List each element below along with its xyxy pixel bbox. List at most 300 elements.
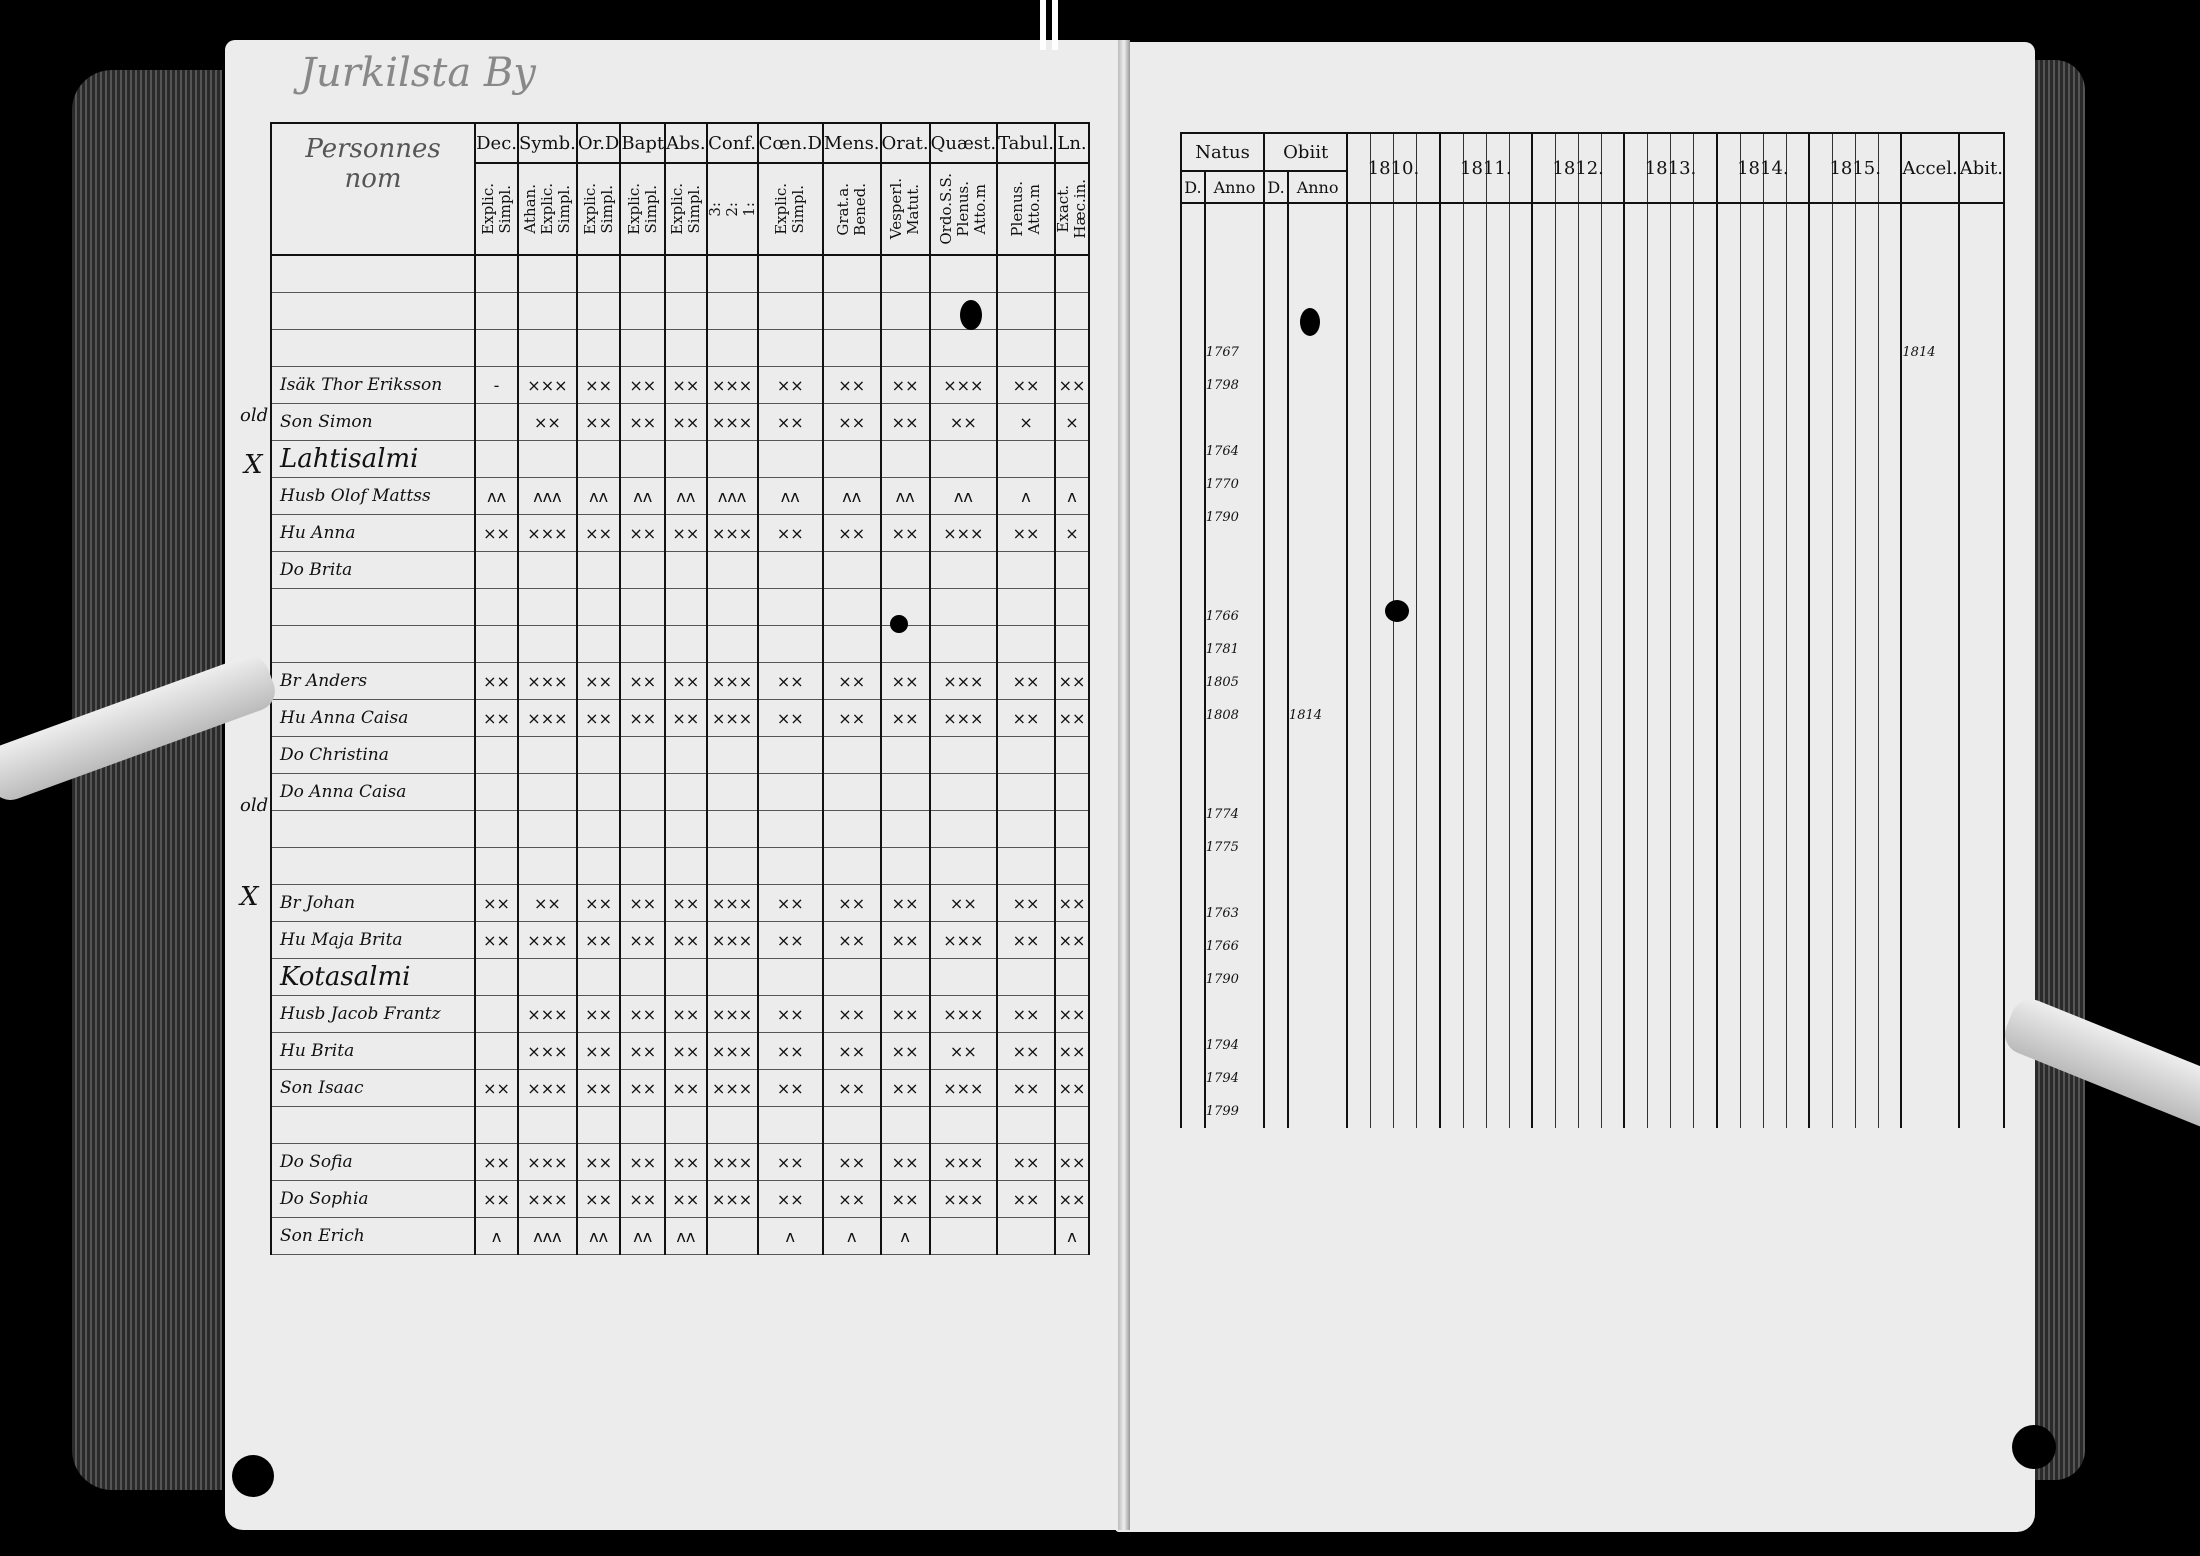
abit-cell: [1959, 765, 2004, 798]
mark-cell: ×××: [707, 1070, 758, 1107]
year-cell: [1532, 237, 1624, 270]
death-day: [1264, 468, 1288, 501]
year-cell: [1440, 798, 1532, 831]
mark-cell: [707, 959, 758, 996]
mark-cell: ×××: [518, 1070, 577, 1107]
year-cell: [1440, 600, 1532, 633]
mark-cell: [620, 1107, 665, 1144]
name-header-label: Personnes nom: [305, 134, 441, 194]
mark-cell: [665, 848, 706, 885]
year-cell: [1624, 501, 1716, 534]
person-name: Do Christina: [271, 737, 475, 774]
death-year: [1288, 864, 1347, 897]
year-cell: [1717, 468, 1809, 501]
death-day: [1264, 1095, 1288, 1128]
column-sublabel: Simpl.: [684, 184, 703, 234]
mark-cell: ××: [823, 515, 881, 552]
mark-cell: ××: [620, 404, 665, 441]
death-day: [1264, 270, 1288, 303]
column-header: Accel.: [1901, 133, 1958, 203]
birth-day: [1181, 501, 1205, 534]
death-day: [1264, 237, 1288, 270]
accel-cell: [1901, 534, 1958, 567]
table-row: [271, 1033, 1089, 1070]
mark-cell: [823, 737, 881, 774]
year-cell: [1717, 831, 1809, 864]
year-cell: [1717, 534, 1809, 567]
mark-cell: ××: [518, 404, 577, 441]
year-cell: [1440, 369, 1532, 402]
year-cell: [1809, 303, 1901, 336]
birth-day: [1181, 1029, 1205, 1062]
year-cell: [1624, 203, 1716, 237]
column-subheader: [930, 163, 997, 255]
column-subheader: [518, 163, 577, 255]
table-row: [271, 1144, 1089, 1181]
mark-cell: ××: [997, 700, 1055, 737]
mark-cell: [930, 552, 997, 589]
death-year: [1288, 765, 1347, 798]
death-year: [1288, 798, 1347, 831]
mark-cell: ××: [823, 1033, 881, 1070]
birth-year: [1205, 303, 1264, 336]
column-title: Quæst.: [930, 132, 997, 154]
column-subheader: D.: [1181, 171, 1205, 203]
mark-cell: [665, 255, 706, 293]
mark-cell: [475, 848, 518, 885]
year-cell: [1532, 699, 1624, 732]
column-sublabel: Simpl.: [495, 184, 514, 234]
table-row: [271, 1070, 1089, 1107]
mark-cell: ×××: [930, 515, 997, 552]
column-sublabel: Simpl.: [554, 184, 573, 234]
person-name: Son Isaac: [271, 1070, 475, 1107]
year-cell: [1440, 435, 1532, 468]
year-cell: [1809, 402, 1901, 435]
table-row: [271, 330, 1089, 367]
mark-cell: ʌ: [475, 1218, 518, 1255]
year-cell: [1624, 369, 1716, 402]
year-cell: [1347, 864, 1439, 897]
mark-cell: ××: [577, 1033, 621, 1070]
year-cell: [1347, 1029, 1439, 1062]
birth-day: [1181, 1062, 1205, 1095]
person-name: Hu Anna Caisa: [271, 700, 475, 737]
mark-cell: [620, 774, 665, 811]
mark-cell: -: [475, 367, 518, 404]
year-cell: [1717, 270, 1809, 303]
mark-cell: [997, 1218, 1055, 1255]
year-cell: [1532, 303, 1624, 336]
mark-cell: ××: [1055, 1181, 1089, 1218]
year-cell: [1717, 600, 1809, 633]
birth-year: [1205, 203, 1264, 237]
mark-cell: ×××: [930, 1144, 997, 1181]
birth-year: 1790: [1205, 501, 1264, 534]
mark-cell: [930, 441, 997, 478]
year-cell: [1624, 567, 1716, 600]
table-row: [271, 367, 1089, 404]
mark-cell: ʌʌ: [881, 478, 930, 515]
column-title: Cœn.D: [758, 132, 822, 154]
death-day: [1264, 864, 1288, 897]
mark-cell: [1055, 811, 1089, 848]
person-name: [271, 589, 475, 626]
mark-cell: ××: [758, 1033, 823, 1070]
mark-cell: [997, 811, 1055, 848]
mark-cell: ʌʌ: [620, 478, 665, 515]
column-header: 1810.: [1347, 133, 1439, 203]
accel-cell: [1901, 1029, 1958, 1062]
year-cell: [1809, 567, 1901, 600]
year-cell: [1440, 864, 1532, 897]
year-cell: [1809, 831, 1901, 864]
abit-cell: [1959, 336, 2004, 369]
person-name: [271, 811, 475, 848]
birth-day: [1181, 864, 1205, 897]
column-sublabel: Simpl.: [597, 184, 616, 234]
table-row: [271, 589, 1089, 626]
year-cell: [1717, 699, 1809, 732]
death-day: [1264, 732, 1288, 765]
year-cell: [1440, 1062, 1532, 1095]
birth-day: [1181, 600, 1205, 633]
mark-cell: ××: [823, 1181, 881, 1218]
birth-year: 1766: [1205, 930, 1264, 963]
mark-cell: ××: [758, 885, 823, 922]
table-row: [1181, 1062, 2004, 1095]
mark-cell: [518, 589, 577, 626]
mark-cell: ʌʌ: [620, 1218, 665, 1255]
mark-cell: ××: [665, 1033, 706, 1070]
year-cell: [1532, 501, 1624, 534]
column-sublabel: Vesperl.: [887, 178, 906, 240]
year-cell: [1717, 633, 1809, 666]
mark-cell: [475, 737, 518, 774]
mark-cell: ××: [997, 885, 1055, 922]
year-cell: [1624, 1095, 1716, 1128]
mark-cell: [518, 626, 577, 663]
year-cell: [1624, 237, 1716, 270]
mark-cell: [475, 959, 518, 996]
table-row: [1181, 930, 2004, 963]
mark-cell: ××: [881, 1144, 930, 1181]
mark-cell: [997, 552, 1055, 589]
year-cell: [1624, 633, 1716, 666]
mark-cell: ××: [997, 996, 1055, 1033]
accel-cell: [1901, 864, 1958, 897]
year-cell: [1440, 303, 1532, 336]
year-cell: [1347, 402, 1439, 435]
mark-cell: [518, 552, 577, 589]
mark-cell: [823, 1107, 881, 1144]
death-day: [1264, 666, 1288, 699]
table-row: [271, 626, 1089, 663]
year-cell: [1717, 336, 1809, 369]
column-sublabel: Simpl.: [641, 184, 660, 234]
abit-cell: [1959, 534, 2004, 567]
year-cell: [1809, 699, 1901, 732]
death-year: [1288, 534, 1347, 567]
year-cell: [1717, 567, 1809, 600]
year-cell: [1624, 864, 1716, 897]
year-cell: [1347, 303, 1439, 336]
mark-cell: [518, 293, 577, 330]
mark-cell: [1055, 293, 1089, 330]
table-row: [1181, 237, 2004, 270]
mark-cell: [665, 552, 706, 589]
mark-cell: [997, 774, 1055, 811]
year-cell: [1809, 270, 1901, 303]
year-cell: [1532, 732, 1624, 765]
year-cell: [1624, 666, 1716, 699]
mark-cell: [620, 848, 665, 885]
year-cell: [1440, 831, 1532, 864]
column-header: [881, 123, 930, 163]
mark-cell: [758, 552, 823, 589]
accel-cell: [1901, 996, 1958, 1029]
mark-cell: ʌʌʌ: [707, 478, 758, 515]
birth-year: [1205, 237, 1264, 270]
mark-cell: ××: [577, 700, 621, 737]
mark-cell: [930, 737, 997, 774]
mark-cell: [475, 255, 518, 293]
mark-cell: [518, 774, 577, 811]
mark-cell: [881, 441, 930, 478]
year-cell: [1440, 930, 1532, 963]
mark-cell: ××: [823, 367, 881, 404]
birth-year: 1764: [1205, 435, 1264, 468]
mark-cell: ʌ: [758, 1218, 823, 1255]
year-cell: [1717, 765, 1809, 798]
column-subheader: [707, 163, 758, 255]
year-cell: [1532, 1095, 1624, 1128]
mark-cell: ×××: [518, 1033, 577, 1070]
margin-note: old: [240, 795, 269, 816]
mark-cell: ××: [475, 700, 518, 737]
abit-cell: [1959, 930, 2004, 963]
mark-cell: [930, 1218, 997, 1255]
mark-cell: ××: [823, 996, 881, 1033]
table-row: [1181, 402, 2004, 435]
abit-cell: [1959, 435, 2004, 468]
abit-cell: [1959, 468, 2004, 501]
year-cell: [1440, 567, 1532, 600]
year-cell: [1809, 501, 1901, 534]
mark-cell: ʌʌ: [475, 478, 518, 515]
death-day: [1264, 798, 1288, 831]
abit-cell: [1959, 1095, 2004, 1128]
mark-cell: ××: [577, 885, 621, 922]
mark-cell: ××: [620, 922, 665, 959]
mark-cell: ××: [823, 700, 881, 737]
mark-cell: ××: [475, 1070, 518, 1107]
mark-cell: [758, 811, 823, 848]
table-row: [271, 996, 1089, 1033]
year-cell: [1440, 534, 1532, 567]
mark-cell: ×××: [518, 1144, 577, 1181]
death-day: [1264, 996, 1288, 1029]
mark-cell: ××: [620, 515, 665, 552]
year-cell: [1809, 996, 1901, 1029]
year-cell: [1347, 501, 1439, 534]
year-cell: [1717, 303, 1809, 336]
mark-cell: ×××: [930, 1070, 997, 1107]
person-name: Br Johan: [271, 885, 475, 922]
year-cell: [1717, 1095, 1809, 1128]
table-row: [1181, 1095, 2004, 1128]
mark-cell: [758, 330, 823, 367]
year-cell: [1347, 468, 1439, 501]
mark-cell: [930, 848, 997, 885]
mark-cell: ××: [997, 515, 1055, 552]
year-cell: [1440, 666, 1532, 699]
year-cell: [1532, 765, 1624, 798]
person-name: [271, 293, 475, 330]
mark-cell: ××: [758, 367, 823, 404]
birth-day: [1181, 237, 1205, 270]
column-header: [518, 123, 577, 163]
accel-cell: [1901, 270, 1958, 303]
year-cell: [1347, 666, 1439, 699]
column-header: [930, 123, 997, 163]
table-row: [271, 922, 1089, 959]
table-row: [271, 959, 1089, 996]
mark-cell: [475, 1033, 518, 1070]
abit-cell: [1959, 1062, 2004, 1095]
year-cell: [1809, 798, 1901, 831]
year-cell: [1532, 203, 1624, 237]
person-name: [271, 626, 475, 663]
birth-day: [1181, 369, 1205, 402]
mark-cell: [997, 330, 1055, 367]
table-row: [271, 1107, 1089, 1144]
mark-cell: [577, 441, 621, 478]
accel-cell: [1901, 237, 1958, 270]
dates-table: [1180, 132, 2005, 1128]
birth-year: 1798: [1205, 369, 1264, 402]
mark-cell: [475, 441, 518, 478]
mark-cell: ʌ: [1055, 478, 1089, 515]
column-title: Dec.: [476, 132, 517, 154]
column-header: [1055, 123, 1089, 163]
abit-cell: [1959, 402, 2004, 435]
mark-cell: [823, 330, 881, 367]
year-cell: [1347, 633, 1439, 666]
mark-cell: [620, 589, 665, 626]
year-cell: [1809, 435, 1901, 468]
year-cell: [1532, 930, 1624, 963]
table-row: [1181, 963, 2004, 996]
mark-cell: [1055, 1107, 1089, 1144]
year-cell: [1532, 666, 1624, 699]
death-day: [1264, 633, 1288, 666]
birth-day: [1181, 1095, 1205, 1128]
mark-cell: ××: [758, 1181, 823, 1218]
person-name: Isäk Thor Eriksson: [271, 367, 475, 404]
mark-cell: ××: [577, 367, 621, 404]
mark-cell: [577, 589, 621, 626]
mark-cell: [823, 255, 881, 293]
mark-cell: [665, 959, 706, 996]
year-cell: [1809, 336, 1901, 369]
mark-cell: [823, 848, 881, 885]
year-cell: [1440, 1029, 1532, 1062]
death-year: [1288, 237, 1347, 270]
death-day: [1264, 600, 1288, 633]
column-header: [475, 123, 518, 163]
column-header: [665, 123, 706, 163]
year-cell: [1717, 435, 1809, 468]
death-day: [1264, 1062, 1288, 1095]
year-cell: [1624, 336, 1716, 369]
mark-cell: ××: [665, 700, 706, 737]
table-row: [1181, 270, 2004, 303]
birth-year: [1205, 534, 1264, 567]
birth-day: [1181, 765, 1205, 798]
year-cell: [1532, 798, 1624, 831]
year-cell: [1624, 1029, 1716, 1062]
year-cell: [1440, 963, 1532, 996]
mark-cell: [758, 626, 823, 663]
year-cell: [1809, 765, 1901, 798]
mark-cell: ××: [665, 367, 706, 404]
mark-cell: ××: [758, 404, 823, 441]
mark-cell: [577, 774, 621, 811]
mark-cell: ×××: [930, 700, 997, 737]
column-subheader: [1055, 163, 1089, 255]
person-name: Hu Maja Brita: [271, 922, 475, 959]
death-year: 1814: [1288, 699, 1347, 732]
mark-cell: ××: [930, 404, 997, 441]
mark-cell: ××: [665, 996, 706, 1033]
birth-day: [1181, 402, 1205, 435]
death-day: [1264, 1029, 1288, 1062]
year-cell: [1624, 897, 1716, 930]
mark-cell: ××: [881, 367, 930, 404]
accel-cell: [1901, 897, 1958, 930]
year-cell: [1717, 798, 1809, 831]
year-cell: [1717, 666, 1809, 699]
mark-cell: [475, 774, 518, 811]
year-cell: [1347, 237, 1439, 270]
death-year: [1288, 963, 1347, 996]
abit-cell: [1959, 203, 2004, 237]
column-header: [620, 123, 665, 163]
mark-cell: ʌʌ: [665, 478, 706, 515]
year-cell: [1347, 336, 1439, 369]
mark-cell: ××: [1055, 367, 1089, 404]
ink-blot: [232, 1455, 274, 1497]
mark-cell: ʌʌ: [758, 478, 823, 515]
death-day: [1264, 369, 1288, 402]
table-row: [1181, 765, 2004, 798]
ink-blot: [1385, 600, 1409, 622]
birth-year: 1799: [1205, 1095, 1264, 1128]
column-subheader: [577, 163, 621, 255]
year-cell: [1532, 567, 1624, 600]
accel-cell: [1901, 699, 1958, 732]
birth-day: [1181, 732, 1205, 765]
column-subheader: [881, 163, 930, 255]
mark-cell: [758, 774, 823, 811]
mark-cell: ××: [577, 996, 621, 1033]
table-row: [271, 737, 1089, 774]
death-year: [1288, 567, 1347, 600]
mark-cell: ××: [758, 515, 823, 552]
mark-cell: ××: [1055, 663, 1089, 700]
mark-cell: ××: [1055, 1144, 1089, 1181]
